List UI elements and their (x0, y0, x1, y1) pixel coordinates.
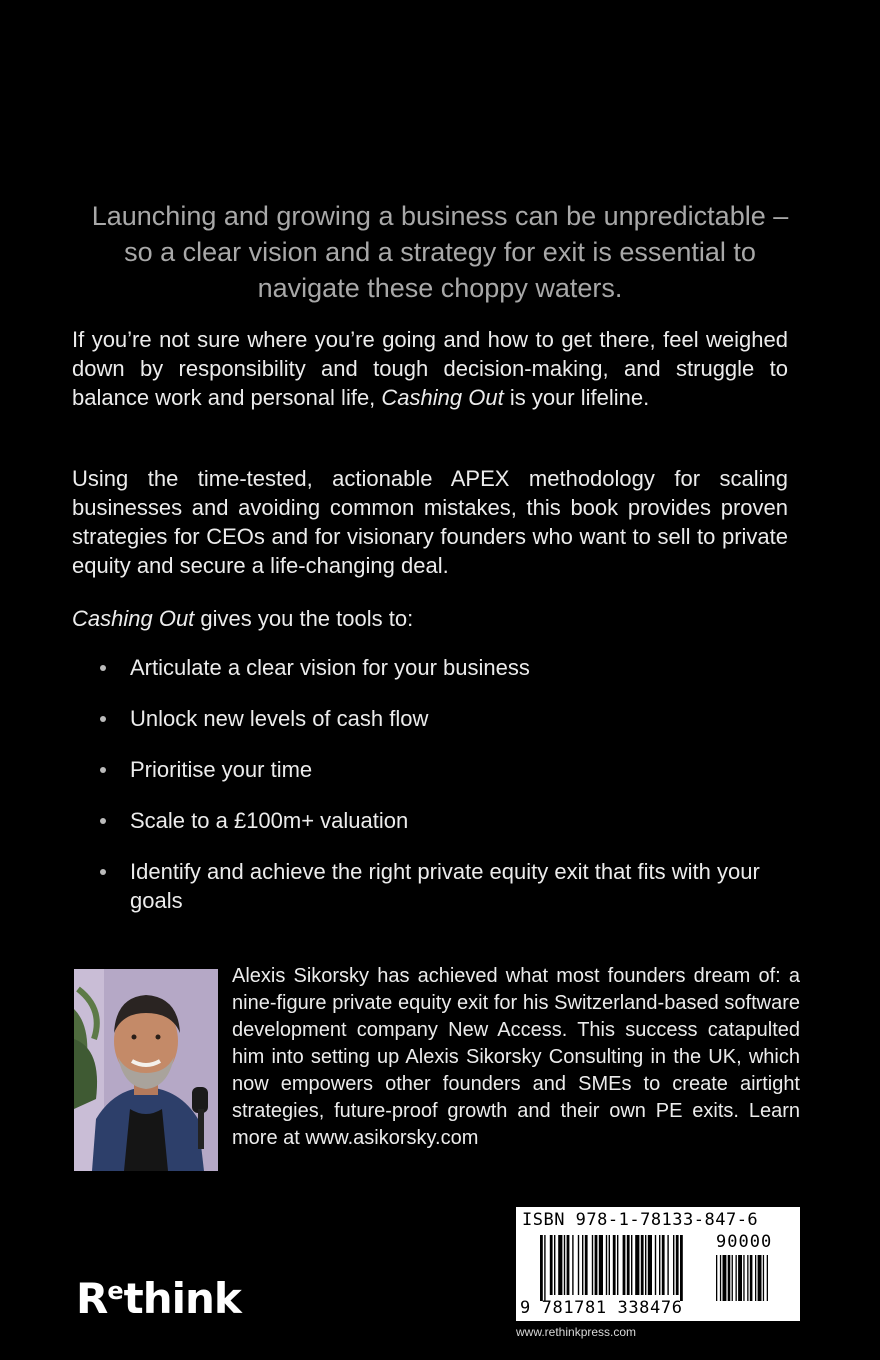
barcode-bar (582, 1235, 583, 1295)
bullet-icon (100, 716, 106, 722)
barcode-bar (540, 1235, 543, 1301)
list-item-text: Unlock new levels of cash flow (130, 706, 429, 731)
barcode-bar (617, 1235, 618, 1295)
barcode-bar (676, 1235, 679, 1295)
barcode-bar (595, 1235, 598, 1295)
barcode-bar (728, 1255, 731, 1301)
barcode-bar (578, 1235, 579, 1295)
intro-paragraph (72, 325, 788, 412)
barcode-bar (609, 1235, 610, 1295)
barcode-bar (592, 1235, 593, 1295)
bullet-icon (100, 665, 106, 671)
isbn-label: ISBN 978-1-78133-847-6 (522, 1210, 759, 1230)
author-bio: Alexis Sikorsky has achieved what most founders dream of: a nine-figure private equity exit for his Switzerland-based software development company New Access. This success catapulted him into setting up Alexis Sikorsky Consulting in the UK, which now empowers other founders and SMEs to create airtight strategies, future-proof growth and their own PE exits. Learn more at www.asikorsky.com (232, 965, 800, 1149)
barcode-bar (680, 1235, 683, 1301)
list-item (100, 653, 760, 682)
barcode-bar (585, 1235, 588, 1295)
barcode-bar (641, 1235, 644, 1295)
barcode-bar (623, 1235, 626, 1295)
publisher-website: www.rethinkpress.com (516, 1325, 637, 1339)
barcode-bar (606, 1235, 607, 1295)
barcode-bar (564, 1235, 565, 1295)
list-item (100, 755, 760, 784)
benefit-list (100, 653, 760, 937)
bullet-icon (100, 818, 106, 824)
methodology-paragraph: Using the time-tested, actionable APEX methodology for scaling businesses and avoiding common mistakes, this book provides proven strategies for CEOs and for visionary founders who want to sell to private equity and secure a life-changing deal. (72, 466, 788, 578)
tools-intro-text: gives you the tools to: (194, 606, 414, 631)
barcode-bar (767, 1255, 768, 1301)
barcode-bar (763, 1255, 764, 1301)
list-item (100, 857, 760, 915)
barcode-bar (738, 1255, 742, 1301)
list-item (100, 806, 760, 835)
book-title-italic: Cashing Out (72, 606, 195, 631)
barcode-bar (720, 1255, 721, 1301)
list-item-text: Prioritise your time (130, 757, 313, 782)
book-title-italic: Cashing Out (381, 385, 504, 410)
barcode-bar (544, 1235, 545, 1301)
isbn-barcode (516, 1207, 800, 1321)
tagline: Launching and growing a business can be unpredictable – so a clear vision and a strategy for exit is essential to navigate these choppy waters. (91, 201, 789, 303)
barcode-bar (567, 1235, 570, 1295)
barcode-bar (655, 1235, 656, 1295)
list-item-text: Articulate a clear vision for your business (130, 655, 530, 680)
barcode-bar (635, 1235, 639, 1295)
barcode-bar (572, 1235, 573, 1295)
barcode-bar (743, 1255, 744, 1301)
barcode-bar (673, 1235, 674, 1295)
barcode-bar (667, 1235, 668, 1295)
barcode-bar (554, 1235, 555, 1295)
barcode-bar (648, 1235, 652, 1295)
ean-digits: 9 781781 338476 (520, 1298, 683, 1318)
barcode-bar (631, 1235, 632, 1295)
barcode-bar (662, 1235, 665, 1295)
barcode-bar (747, 1255, 748, 1301)
publisher-logo: $R^ethink$ (76, 1274, 241, 1323)
list-item-text: Scale to a £100m+ valuation (130, 808, 409, 833)
tools-intro (72, 604, 413, 633)
intro-text-after: is your lifeline. (503, 385, 650, 410)
barcode-bar (613, 1235, 616, 1295)
barcode-bar (723, 1255, 727, 1301)
barcode-bar (732, 1255, 733, 1301)
barcode-bar (736, 1255, 737, 1301)
list-item (100, 704, 760, 733)
barcode-bar (558, 1235, 562, 1295)
list-item-text: Identify and achieve the right private equity exit that fits with your goals (130, 859, 760, 913)
price-code: 90000 (716, 1232, 773, 1252)
barcode-bar (627, 1235, 630, 1295)
bullet-icon (100, 767, 106, 773)
barcode-bar (550, 1235, 553, 1295)
barcode-bar (599, 1235, 603, 1295)
barcode-bar (750, 1255, 753, 1301)
author-photo (74, 969, 218, 1171)
barcode-bar (755, 1255, 756, 1301)
bullet-icon (100, 869, 106, 875)
intro-text-before: If you’re not sure where you’re going and how to get there, feel weighed down by responsibility and tough decision-making, and struggle to balance work and personal life, (72, 327, 788, 410)
barcode-bar (645, 1235, 646, 1295)
barcode-bar (659, 1235, 660, 1295)
barcode-bar (716, 1255, 717, 1301)
author-portrait-illustration (74, 969, 218, 1171)
barcode-bar (758, 1255, 762, 1301)
